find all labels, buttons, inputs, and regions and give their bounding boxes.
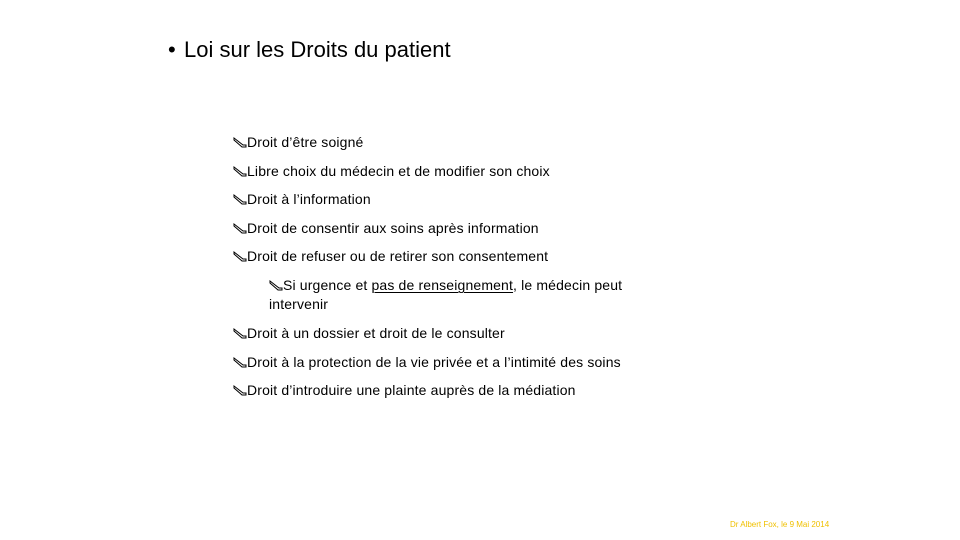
writing-hand-icon	[233, 136, 247, 148]
list-item	[233, 353, 621, 372]
subitem-underlined-text: pas de renseignement	[371, 277, 514, 293]
item-text: Droit de consentir aux soins après information	[247, 220, 539, 236]
item-text: Droit à la protection de la vie privée et a l’intimité des soins	[247, 354, 621, 370]
title-bullet: •	[168, 37, 176, 62]
writing-hand-icon	[233, 356, 247, 368]
writing-hand-icon	[269, 279, 283, 291]
item-text: Droit d’introduire une plainte auprès de la médiation	[247, 382, 576, 398]
writing-hand-icon	[233, 327, 247, 339]
item-text: Droit à un dossier et droit de le consulter	[247, 325, 505, 341]
item-text: Libre choix du médecin et de modifier son choix	[247, 163, 550, 179]
item-text: Droit à l’information	[247, 191, 371, 207]
list-subitem	[269, 276, 639, 314]
item-text: Droit de refuser ou de retirer son consentement	[247, 248, 549, 264]
item-text: Droit d’être soigné	[247, 134, 364, 150]
writing-hand-icon	[233, 193, 247, 205]
list-item	[233, 247, 548, 266]
writing-hand-icon	[233, 165, 247, 177]
writing-hand-icon	[233, 250, 247, 262]
subitem-text-end: , le médecin peut intervenir	[269, 277, 623, 312]
writing-hand-icon	[233, 222, 247, 234]
footer-author-date: Dr Albert Fox, le 9 Mai 2014	[730, 520, 830, 529]
list-item	[233, 162, 550, 181]
subitem-text-start: Si urgence et	[283, 277, 372, 293]
title-text: Loi sur les Droits du patient	[184, 37, 451, 62]
list-item	[233, 190, 371, 209]
list-item	[233, 219, 539, 238]
writing-hand-icon	[233, 384, 247, 396]
list-item	[233, 324, 505, 343]
list-item	[233, 381, 576, 400]
list-item	[233, 133, 363, 152]
